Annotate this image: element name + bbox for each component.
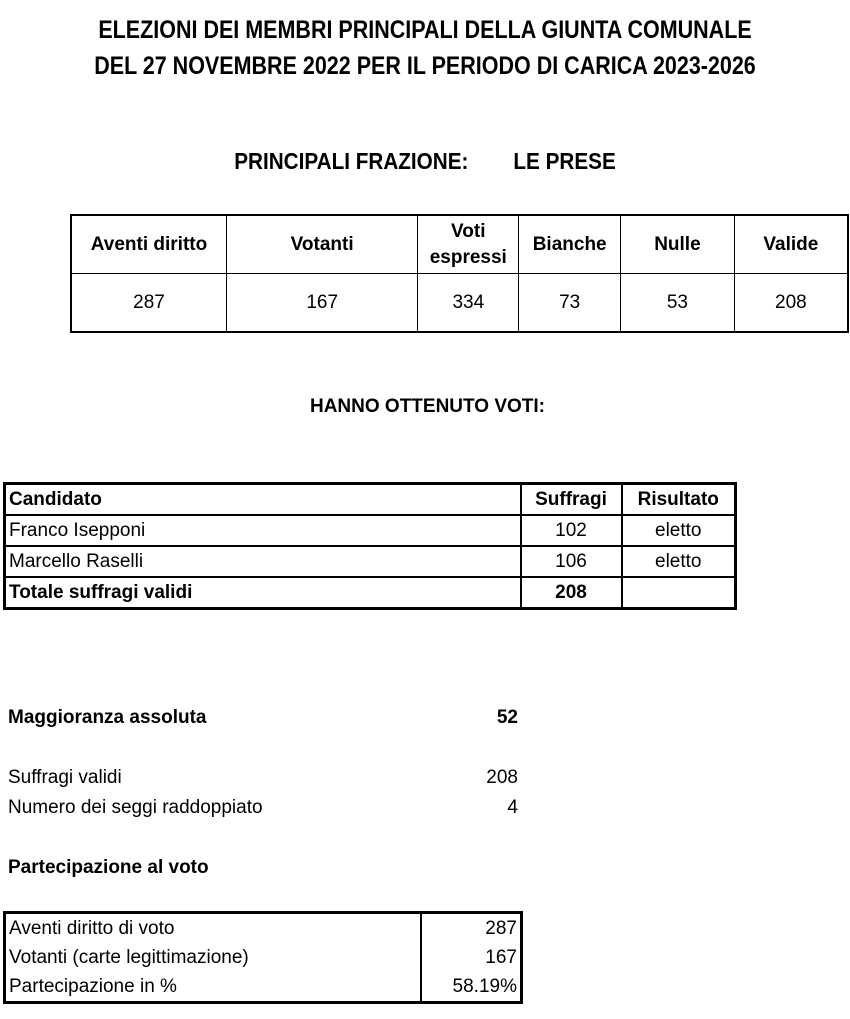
results-heading: HANNO OTTENUTO VOTI: — [309, 396, 546, 417]
title-line-2: DEL 27 NOVEMBRE 2022 PER IL PERIODO DI CARICA 2023-2026 — [94, 52, 756, 80]
value-aventi-diritto: 287 — [71, 274, 227, 333]
header-nulle: Nulle — [621, 215, 735, 274]
valid-votes-value: 208 — [486, 767, 518, 788]
value-votanti: 167 — [227, 274, 418, 333]
col-suffragi: Suffragi — [521, 484, 622, 516]
total-label: Totale suffragi validi — [5, 577, 521, 609]
col-risultato: Risultato — [622, 484, 736, 516]
table-row — [5, 515, 736, 546]
majority-value: 52 — [496, 707, 518, 728]
document-title — [60, 12, 791, 84]
value-voti-espressi: 334 — [418, 274, 519, 333]
table-row — [5, 913, 522, 944]
total-votes: 208 — [521, 577, 622, 609]
candidates-header-row — [5, 484, 736, 516]
value-bianche: 73 — [519, 274, 621, 333]
seats-line — [8, 797, 518, 819]
table-row — [5, 972, 522, 1003]
participation-label: Aventi diritto di voto — [5, 913, 422, 944]
header-aventi-diritto: Aventi diritto — [71, 215, 227, 274]
table-row — [5, 943, 522, 972]
total-row — [5, 577, 736, 609]
frazione-name: LE PRESE — [513, 148, 616, 174]
voting-stats-table — [70, 214, 849, 333]
header-voti-espressi-text: Voti espressi — [429, 220, 507, 268]
total-result — [622, 577, 736, 609]
candidate-votes: 106 — [521, 546, 622, 577]
candidate-name: Marcello Raselli — [5, 546, 521, 577]
stats-value-row — [71, 274, 848, 333]
header-valide: Valide — [734, 215, 848, 274]
seats-label: Numero dei seggi raddoppiato — [8, 797, 263, 818]
candidate-name: Franco Isepponi — [5, 515, 521, 546]
candidate-result: eletto — [622, 546, 736, 577]
participation-heading-text: Partecipazione al voto — [8, 857, 209, 878]
title-line-1: ELEZIONI DEI MEMBRI PRINCIPALI DELLA GIUNTA COMUNALE — [98, 16, 752, 44]
candidates-table — [3, 482, 737, 610]
participation-table — [3, 911, 523, 1004]
valid-votes-line — [8, 767, 518, 789]
participation-value: 287 — [485, 917, 517, 939]
frazione-label: PRINCIPALI FRAZIONE: — [234, 148, 469, 174]
seats-value: 4 — [507, 797, 518, 818]
majority-label: Maggioranza assoluta — [8, 707, 207, 728]
header-votanti: Votanti — [227, 215, 418, 274]
stats-header-row — [71, 215, 848, 274]
valid-votes-label: Suffragi validi — [8, 767, 122, 788]
value-valide: 208 — [734, 274, 848, 333]
participation-heading — [8, 857, 518, 879]
participation-label: Votanti (carte legittimazione) — [5, 943, 422, 972]
frazione-heading — [43, 148, 808, 175]
value-nulle: 53 — [621, 274, 735, 333]
participation-label: Partecipazione in % — [5, 972, 422, 1003]
col-candidato: Candidato — [5, 484, 521, 516]
header-voti-espressi — [418, 215, 519, 274]
participation-value: 58.19% — [452, 975, 517, 997]
majority-line — [8, 707, 518, 729]
header-bianche: Bianche — [519, 215, 621, 274]
table-row — [5, 546, 736, 577]
candidate-result: eletto — [622, 515, 736, 546]
participation-value: 167 — [485, 946, 517, 968]
candidate-votes: 102 — [521, 515, 622, 546]
